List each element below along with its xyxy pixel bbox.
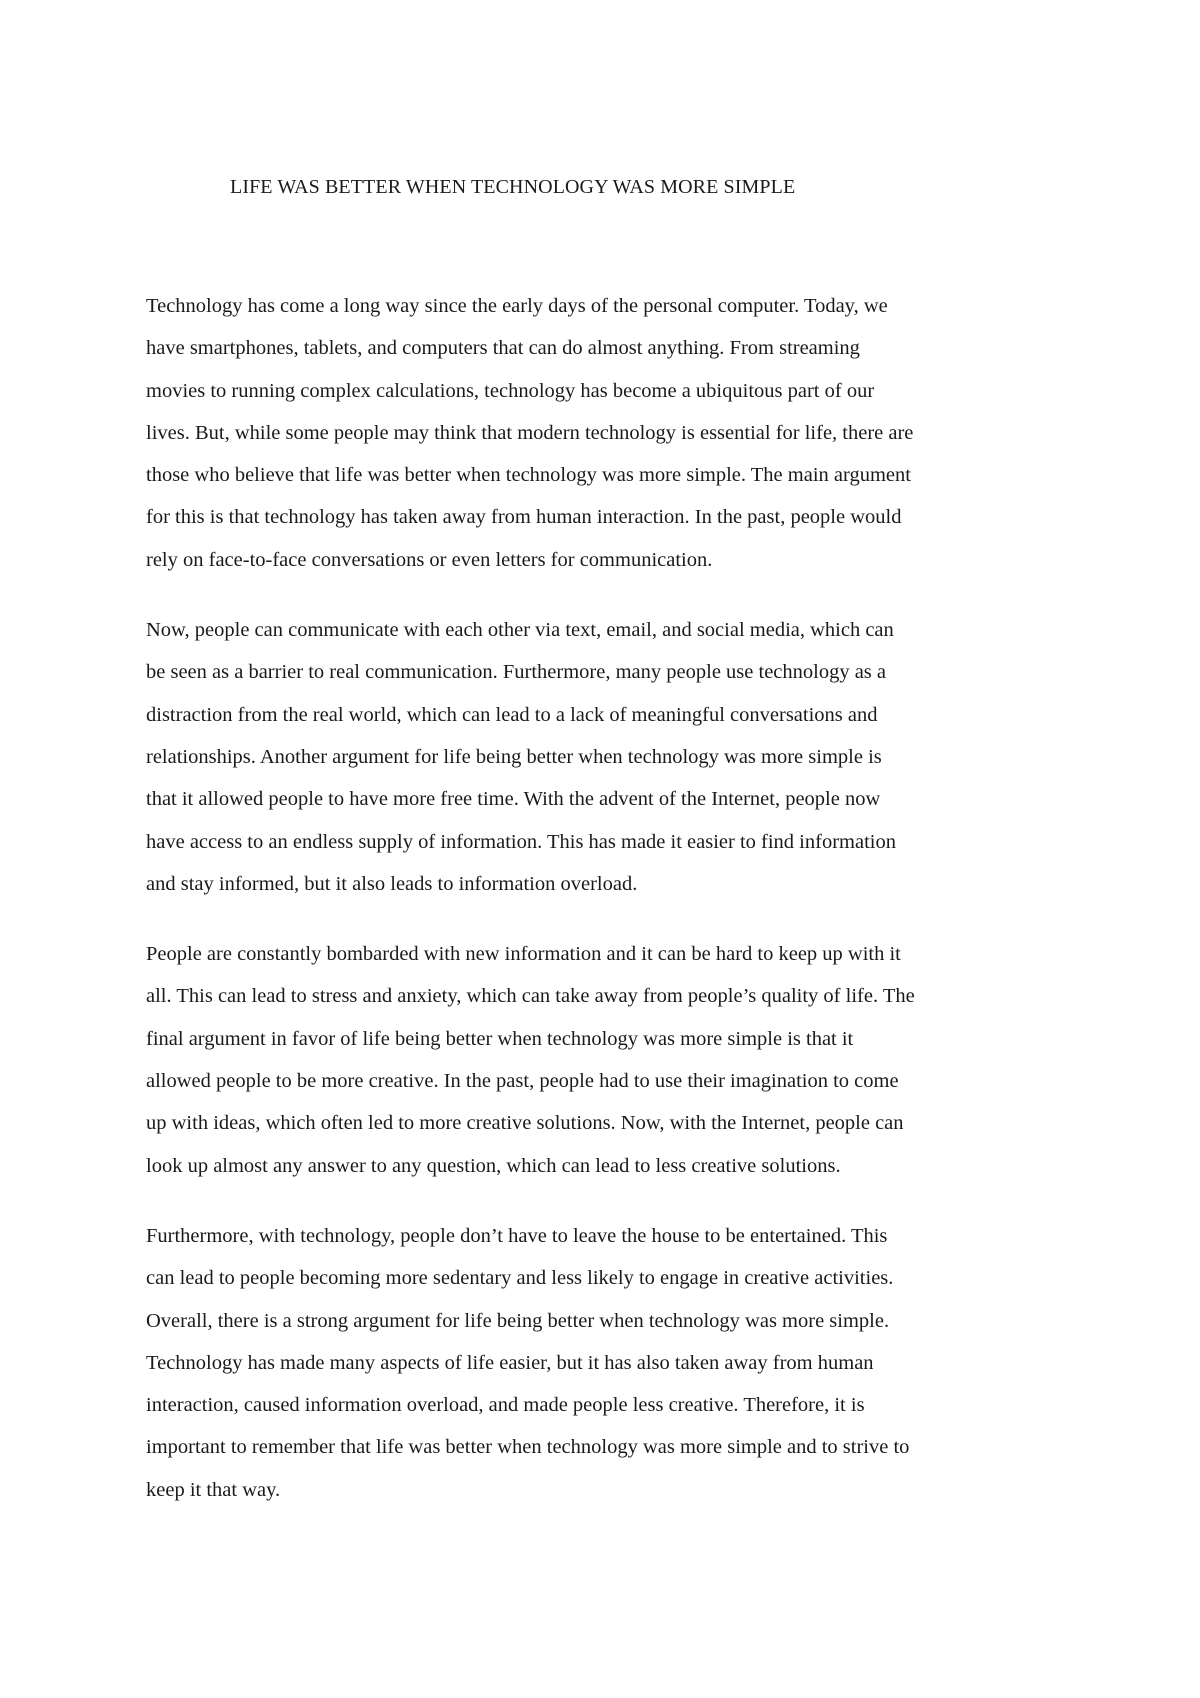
paragraph-1: [146, 285, 1066, 581]
text-line: that it allowed people to have more free time. With the advent of the Internet, people now: [146, 788, 881, 811]
text-line: for this is that technology has taken away from human interaction. In the past, people would: [146, 506, 902, 529]
text-line: rely on face-to-face conversations or even letters for communication.: [146, 548, 713, 571]
text-line: distraction from the real world, which can lead to a lack of meaningful conversations and: [146, 703, 878, 726]
text-line: look up almost any answer to any question, which can lead to less creative solutions.: [146, 1154, 841, 1177]
text-line: Overall, there is a strong argument for life being better when technology was more simple.: [146, 1309, 890, 1332]
text-line: Technology has made many aspects of life easier, but it has also taken away from human: [146, 1351, 874, 1374]
text-line: interaction, caused information overload, and made people less creative. Therefore, it is: [146, 1394, 865, 1417]
document-body: [146, 285, 1066, 1511]
document-title: LIFE WAS BETTER WHEN TECHNOLOGY WAS MORE SIMPLE: [230, 176, 796, 198]
paragraph-2: [146, 609, 1066, 905]
text-line: keep it that way.: [146, 1478, 281, 1501]
text-line: have smartphones, tablets, and computers that can do almost anything. From streaming: [146, 337, 860, 360]
text-line: lives. But, while some people may think that modern technology is essential for life, there are: [146, 421, 914, 444]
paragraph-3: [146, 933, 1066, 1187]
text-line: final argument in favor of life being better when technology was more simple is that it: [146, 1027, 854, 1050]
text-line: relationships. Another argument for life being better when technology was more simple is: [146, 745, 882, 768]
text-line: movies to running complex calculations, technology has become a ubiquitous part of our: [146, 379, 875, 402]
text-line: all. This can lead to stress and anxiety, which can take away from people’s quality of life. The: [146, 985, 915, 1008]
paragraph-4: [146, 1215, 1066, 1511]
text-line: can lead to people becoming more sedentary and less likely to engage in creative activities.: [146, 1267, 894, 1290]
text-line: People are constantly bombarded with new information and it can be hard to keep up with it: [146, 943, 901, 966]
text-line: be seen as a barrier to real communication. Furthermore, many people use technology as a: [146, 661, 887, 684]
text-line: Furthermore, with technology, people don’t have to leave the house to be entertained. This: [146, 1224, 888, 1247]
text-line: have access to an endless supply of information. This has made it easier to find information: [146, 830, 896, 853]
text-line: allowed people to be more creative. In the past, people had to use their imagination to come: [146, 1070, 899, 1093]
text-line: up with ideas, which often led to more creative solutions. Now, with the Internet, people can: [146, 1112, 904, 1135]
text-line: Technology has come a long way since the early days of the personal computer. Today, we: [146, 295, 888, 317]
text-line: Now, people can communicate with each other via text, email, and social media, which can: [146, 619, 894, 642]
text-line: those who believe that life was better when technology was more simple. The main argument: [146, 464, 911, 487]
text-line: important to remember that life was better when technology was more simple and to strive to: [146, 1436, 910, 1459]
text-line: and stay informed, but it also leads to information overload.: [146, 872, 638, 895]
